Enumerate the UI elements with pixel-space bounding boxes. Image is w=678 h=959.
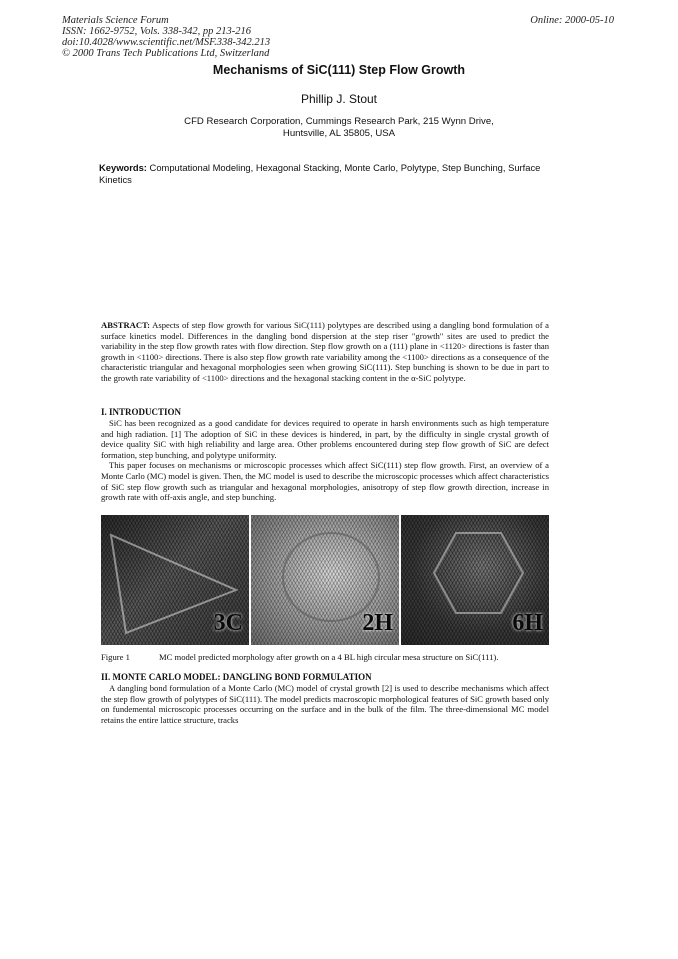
journal-issn: ISSN: 1662-9752, Vols. 338-342, pp 213-216 [62,26,251,37]
journal-name: Materials Science Forum [62,15,169,26]
figure-1-image [101,515,549,645]
figure-panel-3c [101,515,249,645]
panel-label-2h: 2H [362,610,393,636]
affiliation-line-1: CFD Research Corporation, Cummings Research Park, 215 Wynn Drive, [184,116,494,127]
figure-caption-text: MC model predicted morphology after growth on a 4 BL high circular mesa structure on SiC(111). [159,652,499,662]
keywords [99,162,559,186]
affiliation-line-2: Huntsville, AL 35805, USA [282,128,396,139]
author-name: Phillip J. Stout [300,92,378,106]
panel-label-6h: 6H [512,610,543,636]
online-date: Online: 2000-05-10 [530,15,614,26]
figure-panel-6h [401,515,549,645]
section-2-body [101,683,549,725]
abstract [101,320,549,384]
panel-label-3c: 3C [213,610,243,636]
journal-doi: doi:10.4028/www.scientific.net/MSF.338-342.213 [62,37,271,48]
journal-header [62,15,270,59]
figure-number: Figure 1 [101,652,130,662]
section-1-body [101,418,549,503]
keywords-text: Computational Modeling, Hexagonal Stacking, Monte Carlo, Polytype, Step Bunching, Surface Kinetics [99,162,541,185]
figure-1-caption [101,652,549,662]
keywords-label: Keywords: [99,162,147,173]
affiliation [0,116,678,140]
section-1-paragraph-2: This paper focuses on mechanisms or microscopic processes which affect SiC(111) step flow growth. First, an overview of a Monte Carlo (MC) model is given. Then, the MC model is used to describe the microscopic processes which affect characteristics of SiC step flow growth such as triangular and hexagonal morphologies, anisotropy of step flow growth direction, increase in growth rate with off-axis angle, and step bunching. [101,460,549,503]
journal-copyright: © 2000 Trans Tech Publications Ltd, Switzerland [62,48,270,59]
section-2-heading: II. MONTE CARLO MODEL: DANGLING BOND FORMULATION [101,672,372,682]
section-1-paragraph-1: SiC has been recognized as a good candidate for devices required to operate in harsh environments such as high temperature and high radiation. [1] The adoption of SiC in these devices is hindered, in part, by the difficulty in single crystal growth of device quality SiC with high reliability and large area. Other problems encountered during step flow growth of SiC are defect formation, step bunching, and polytype uniformity. [101,418,549,460]
section-2-paragraph-1: A dangling bond formulation of a Monte Carlo (MC) model of crystal growth [2] is used to describe mechanisms which affect the step flow growth of polytypes of SiC(111). The model predicts macroscopic morphological features of SiC growth based only on fundemental microscopic processes occurring on the surface and in the bulk of the film. The three-dimensional MC model retains the entire lattice structure, tracks [101,683,549,725]
paper-title: Mechanisms of SiC(111) Step Flow Growth [212,63,466,77]
figure-panel-2h [251,515,399,645]
abstract-label: ABSTRACT: [101,320,151,330]
abstract-text: Aspects of step flow growth for various SiC(111) polytypes are described using a dangling bond formulation of a surface kinetics model. Differences in the dangling bond dispersion at the step riser "growth" sites are used to predict the variability in the step flow growth rates with flow direction. Step flow growth on a (111) plane in <1120> directions is faster than growth in <1100> directions. There is also step flow growth rate variability among the <1100> directions as a consequence of the characteristic triangular and hexagonal morphologies seen when growing SiC(111). Step bunching is shown to be due in part to the growth rate variability of <1100> directions and the hexagonal stacking content in the α-SiC polytype. [101,320,549,383]
section-1-heading: I. INTRODUCTION [101,407,182,417]
